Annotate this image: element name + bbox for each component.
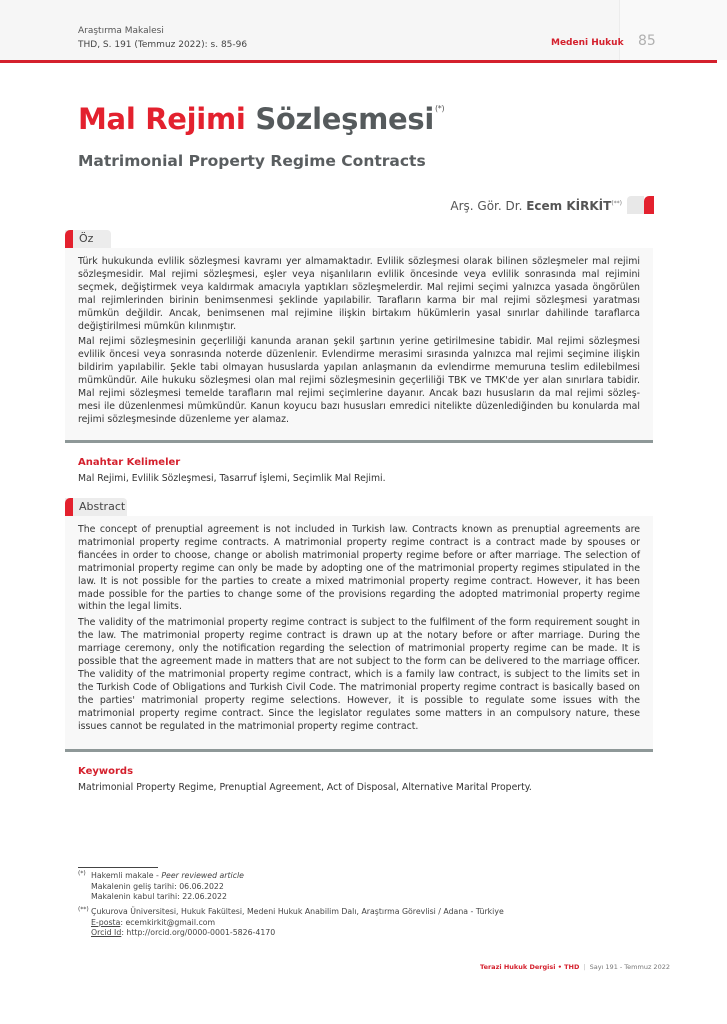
oz-section-tab <box>65 230 111 248</box>
issue-info: Sayı 191 - Temmuz 2022 <box>589 963 670 971</box>
abstract-box-rule <box>65 749 653 752</box>
review-en: Peer reviewed article <box>161 871 244 880</box>
author-badge-icon <box>627 196 654 214</box>
accepted-date: Makalenin kabul tarihi: 22.06.2022 <box>91 892 227 901</box>
email-label: E-posta <box>91 917 121 927</box>
keywords-en-title: Keywords <box>78 766 134 777</box>
email-link[interactable]: : ecemkirkit@gmail.com <box>120 917 216 927</box>
abstract-box <box>65 516 653 749</box>
keywords-tr-text: Mal Rejimi, Evlilik Sözleşmesi, Tasarruf İşlemi, Seçimlik Mal Rejimi. <box>78 473 386 484</box>
section-marker-icon <box>65 498 73 516</box>
journal-brand: Terazi Hukuk Dergisi • THD <box>480 963 580 971</box>
header-rule <box>0 60 717 63</box>
abstract-paragraph: The validity of the matrimonial property regime contract is subject to the fulfilment of the form requirement sought in the law. The matrimonial property regime contract is drawn up at the notary before or after marriage. During the marriage ceremony, only the notification regarding the selection of matrimonial property regime can be made. It is possible that the agreement made in matters that are not subject to the form can be delivered to the marriage officer. The validity of the matrimonial property regime contract, which is a family law contract, is subject to the limits set in the Turkish Code of Obligations and Turkish Civil Code. The matrimonial property regime contract is basically based on the parties' matrimonial property regime selections. However, it is possible to regulate some issues with the matrimonial property regime contract. Since the legislator regulates some matters in an compulsory nature, these issues cannot be regulated in the matrimonial property regime contract. <box>78 617 640 732</box>
abstract-label: Abstract <box>79 500 126 513</box>
keywords-en-text: Matrimonial Property Regime, Prenuptial Agreement, Act of Disposal, Alternative Marital Property. <box>78 782 532 793</box>
page-number: 85 <box>638 33 656 49</box>
section-name: Medeni Hukuk <box>551 38 624 48</box>
footer-separator: | <box>583 963 586 971</box>
english-title: Matrimonial Property Regime Contracts <box>78 152 426 170</box>
page-footer <box>480 963 670 971</box>
abstract-paragraph: The concept of prenuptial agreement is not included in Turkish law. Contracts known as prenuptial agreements are matrimonial property regime contracts. A matrimonial property regime contract is a contract made by spouses or fiancées in order to choose, change or abolish matrimonial property regime before or after marriage. The selection of matrimonial property regime can only be made by adopting one of the matrimonial property regimes stipulated in the law. It is not possible for the parties to create a mixed matrimonial property regime contract. However, it has been made possible for the parties to change some of the provisions regarding the adopted matrimonial property regime within the legal limits. <box>78 524 640 613</box>
title-footnote-mark[interactable]: (*) <box>434 104 445 113</box>
title-red-part: Mal Rejimi <box>78 102 246 136</box>
footnote-rule <box>78 867 158 868</box>
oz-paragraph: Türk hukukunda evlilik sözleşmesi kavramı yer almamaktadır. Evlilik sözleşmesi olarak bilinen sözleşmeler mal rejimi sözleşmesidir. Mal rejimi sözleşmesi, eşler veya nişanlıların evlilik öncesinde veya evlilik sonrasında mal rejimini seçmek, değiştirmek veya kaldırmak amacıyla yaptıkları sözleşmelerdir. Mal rejimi seçimi yalnızca yasada öngörülen mal rejimlerinden birinin benimsenmesi şeklinde yapılabilir. Tarafların karma bir mal rejimi sözleşmesi yaratması mümkün değildir. Ancak, benimsenen mal rejimine ilişkin birtakım hükümlerin yasal sınırlar dahilinde taraflarca değiştirilmesi mümkün kılınmıştır. <box>78 256 640 332</box>
page-number-box <box>619 0 727 60</box>
footnote-2-mark: (**) <box>78 906 89 913</box>
oz-box-rule <box>65 440 653 443</box>
article-title <box>78 102 444 136</box>
abstract-section-tab <box>65 498 127 516</box>
running-header <box>78 24 247 52</box>
orcid-link[interactable]: : http://orcid.org/0000-0001-5826-4170 <box>121 928 276 937</box>
citation: THD, S. 191 (Temmuz 2022): s. 85-96 <box>78 40 248 50</box>
article-type: Araştırma Makalesi <box>78 26 164 36</box>
affiliation: Çukurova Üniversitesi, Hukuk Fakültesi, Medeni Hukuk Anabilim Dalı, Araştırma Görevlisi / Adana - Türkiye <box>91 907 504 916</box>
keywords-tr-title: Anahtar Kelimeler <box>78 457 181 468</box>
title-gray-part: Sözleşmesi <box>255 102 434 136</box>
author-name: Ecem KİRKİT <box>526 199 612 213</box>
footnote-1-mark: (*) <box>78 870 86 877</box>
oz-paragraph: Mal rejimi sözleşmesinin geçerliliği kanunda aranan şekil şartının yerine getirilmesine tabidir. Mal rejimi sözleşmesi evlilik öncesi veya sonrasında noterde düzenlenir. Evlendirme merasimi sırasında yalnızca mal rejimi seçimine ilişkin bildirim yapılabilir. Şekle tabi olmayan hususlarda yapılan anlaşmanın da evlendirme memuruna teslim edilebilmesi mümkündür. Aile hukuku sözleşmesi olan mal rejimi sözleşmesinin geçerliliği TBK ve TMK'de yer alan sınırlara tabidir. Mal rejimi sözleşmesi temelde tarafların mal rejimi seçimlerine dayanır. Ancak bazı hususların da mal rejimi sözleş-mesi ile düzenlenmesi mümkündür. Kanun koyucu bazı hususları emredici nitelikte düzenlediğinden bu konularda mal rejimi sözleşmesinde düzenleme yer alamaz. <box>78 336 640 425</box>
author-footnote-mark[interactable]: (**) <box>611 200 622 207</box>
oz-box <box>65 248 653 440</box>
author-line <box>450 199 622 213</box>
footnote-1 <box>78 871 244 903</box>
review-tr: Hakemli makale - <box>91 871 162 880</box>
oz-label: Öz <box>79 232 94 245</box>
section-marker-icon <box>65 230 73 248</box>
author-prefix: Arş. Gör. Dr. <box>450 199 523 213</box>
footnote-2 <box>78 907 504 939</box>
received-date: Makalenin geliş tarihi: 06.06.2022 <box>91 881 224 891</box>
orcid-label: Orcid Id <box>91 928 122 937</box>
